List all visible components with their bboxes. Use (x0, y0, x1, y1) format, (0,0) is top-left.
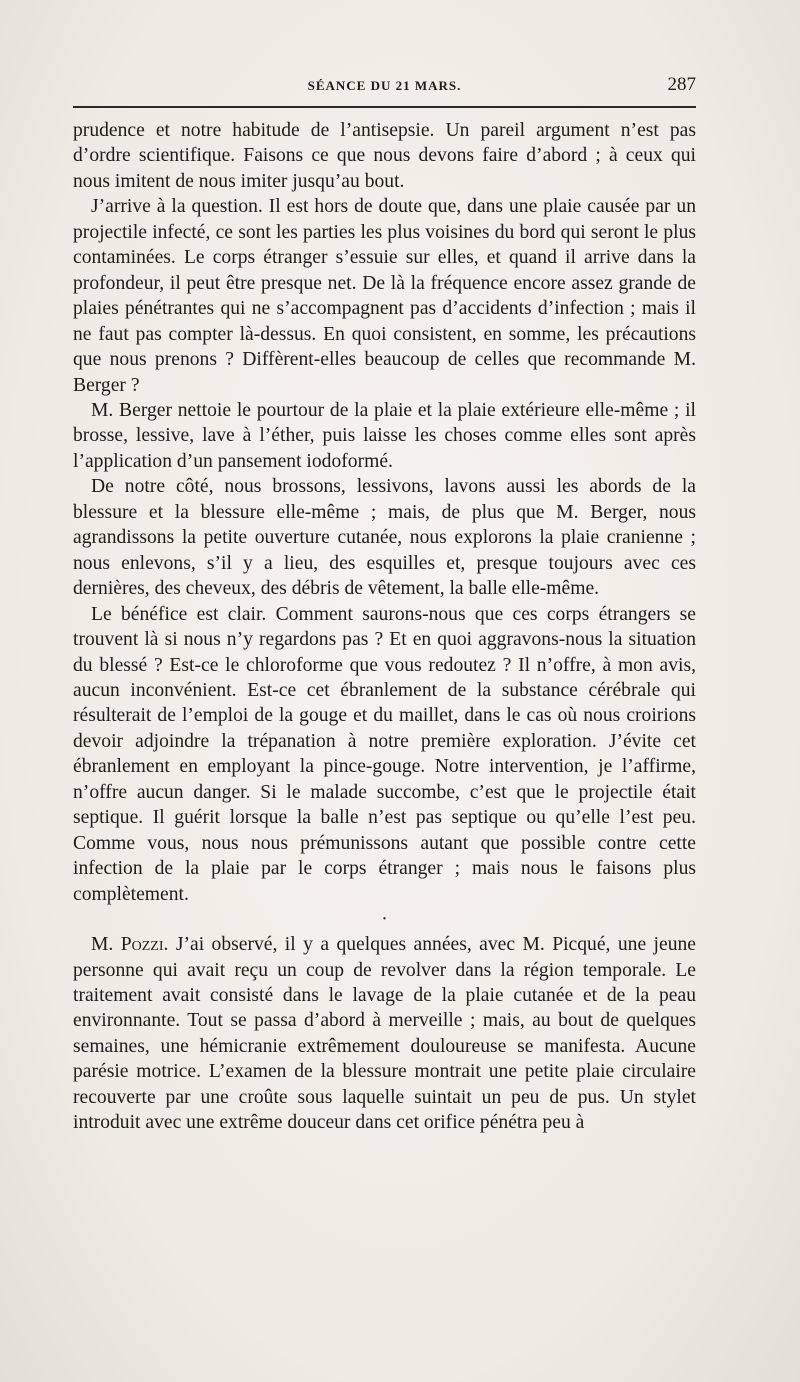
paragraph: prudence et notre habitude de l’antisepsie. Un pareil argument n’est pas d’ordre scientifique. Faisons ce que nous devons faire d’abord ; à ceux qui nous imitent de nous imiter jusqu’au bout. (73, 120, 696, 192)
paragraph: M. Berger nettoie le pourtour de la plaie et la plaie extérieure elle-même ; il brosse, lessive, lave à l’éther, puis laisse les choses comme elles sont après l’application d’un pansement iodoformé. (73, 399, 696, 472)
speaker-name: M. Pozzi. (91, 934, 169, 956)
pozzi-paragraph (73, 932, 696, 1136)
pozzi-text: J’ai observé, il y a quelques années, avec M. Picqué, une jeune personne qui avait reçu un coup de revolver dans la région temporale. Le traitement avait consisté dans le lavage de la plaie cutanée et de la peau environnante. Tout se passa d’abord à merveille ; mais, au bout de quelques semaines, une hémicranie extrêmement douloureuse se manifesta. Aucune parésie motrice. L’examen de la blessure montrait une petite plaie circulaire recouverte par une croûte sous laquelle suintait un peu de pus. Un stylet introduit avec une extrême douceur dans cet orifice pénétra peu à (73, 934, 696, 1134)
page-number: 287 (667, 74, 696, 95)
body-text (73, 118, 696, 1136)
header-rule (73, 106, 696, 108)
paragraph: De notre côté, nous brossons, lessivons, lavons aussi les abords de la blessure et la blessure elle-même ; mais, de plus que M. Berger, nous agrandissons la petite ouverture cutanée, nous explorons la plaie cranienne ; nous enlevons, s’il y a lieu, des esquilles et, presque toujours avec ces dernières, des cheveux, des débris de vêtement, la balle elle-même. (73, 476, 696, 600)
running-head: SÉANCE DU 21 MARS. (307, 78, 462, 93)
paragraph: Le bénéfice est clair. Comment saurons-nous que ces corps étrangers se trouvent là si nous n’y regardons pas ? Et en quoi aggravons-nous la situation du blessé ? Est-ce le chloroforme que vous redoutez ? Il n’offre, à mon avis, aucun inconvénient. Est-ce cet ébranlement de la substance cérébrale qui résulterait de l’emploi de la gouge et du maillet, dans le cas où nous croirions devoir adjoindre la trépanation à notre première exploration. J’évite cet ébranlement en employant la pince-gouge. Notre intervention, je l’affirme, n’offre aucun danger. Si le malade succombe, c’est que le projectile était septique. Il guérit lorsque la balle n’est pas septique ou qu’elle l’est peu. Comme vous, nous nous prémunissons autant que possible contre cette infection de la plaie par le corps étranger ; mais nous le faisons plus complètement. (73, 603, 696, 905)
page-header (73, 74, 696, 96)
section-separator: • (382, 914, 387, 926)
paragraph: J’arrive à la question. Il est hors de doute que, dans une plaie causée par un projectile infecté, ce sont les parties les plus voisines du bord qui seront le plus contaminées. Le corps étranger s’essuie sur elles, et quand il arrive dans la profondeur, il peut être presque net. De là la fréquence encore assez grande de plaies pénétrantes qui ne s’accompagnent pas d’accidents d’infection ; mais il ne faut pas compter là-dessus. En quoi consistent, en somme, les précautions que nous prenons ? Diffèrent-elles beaucoup de celles que recommande M. Berger ? (73, 196, 696, 396)
